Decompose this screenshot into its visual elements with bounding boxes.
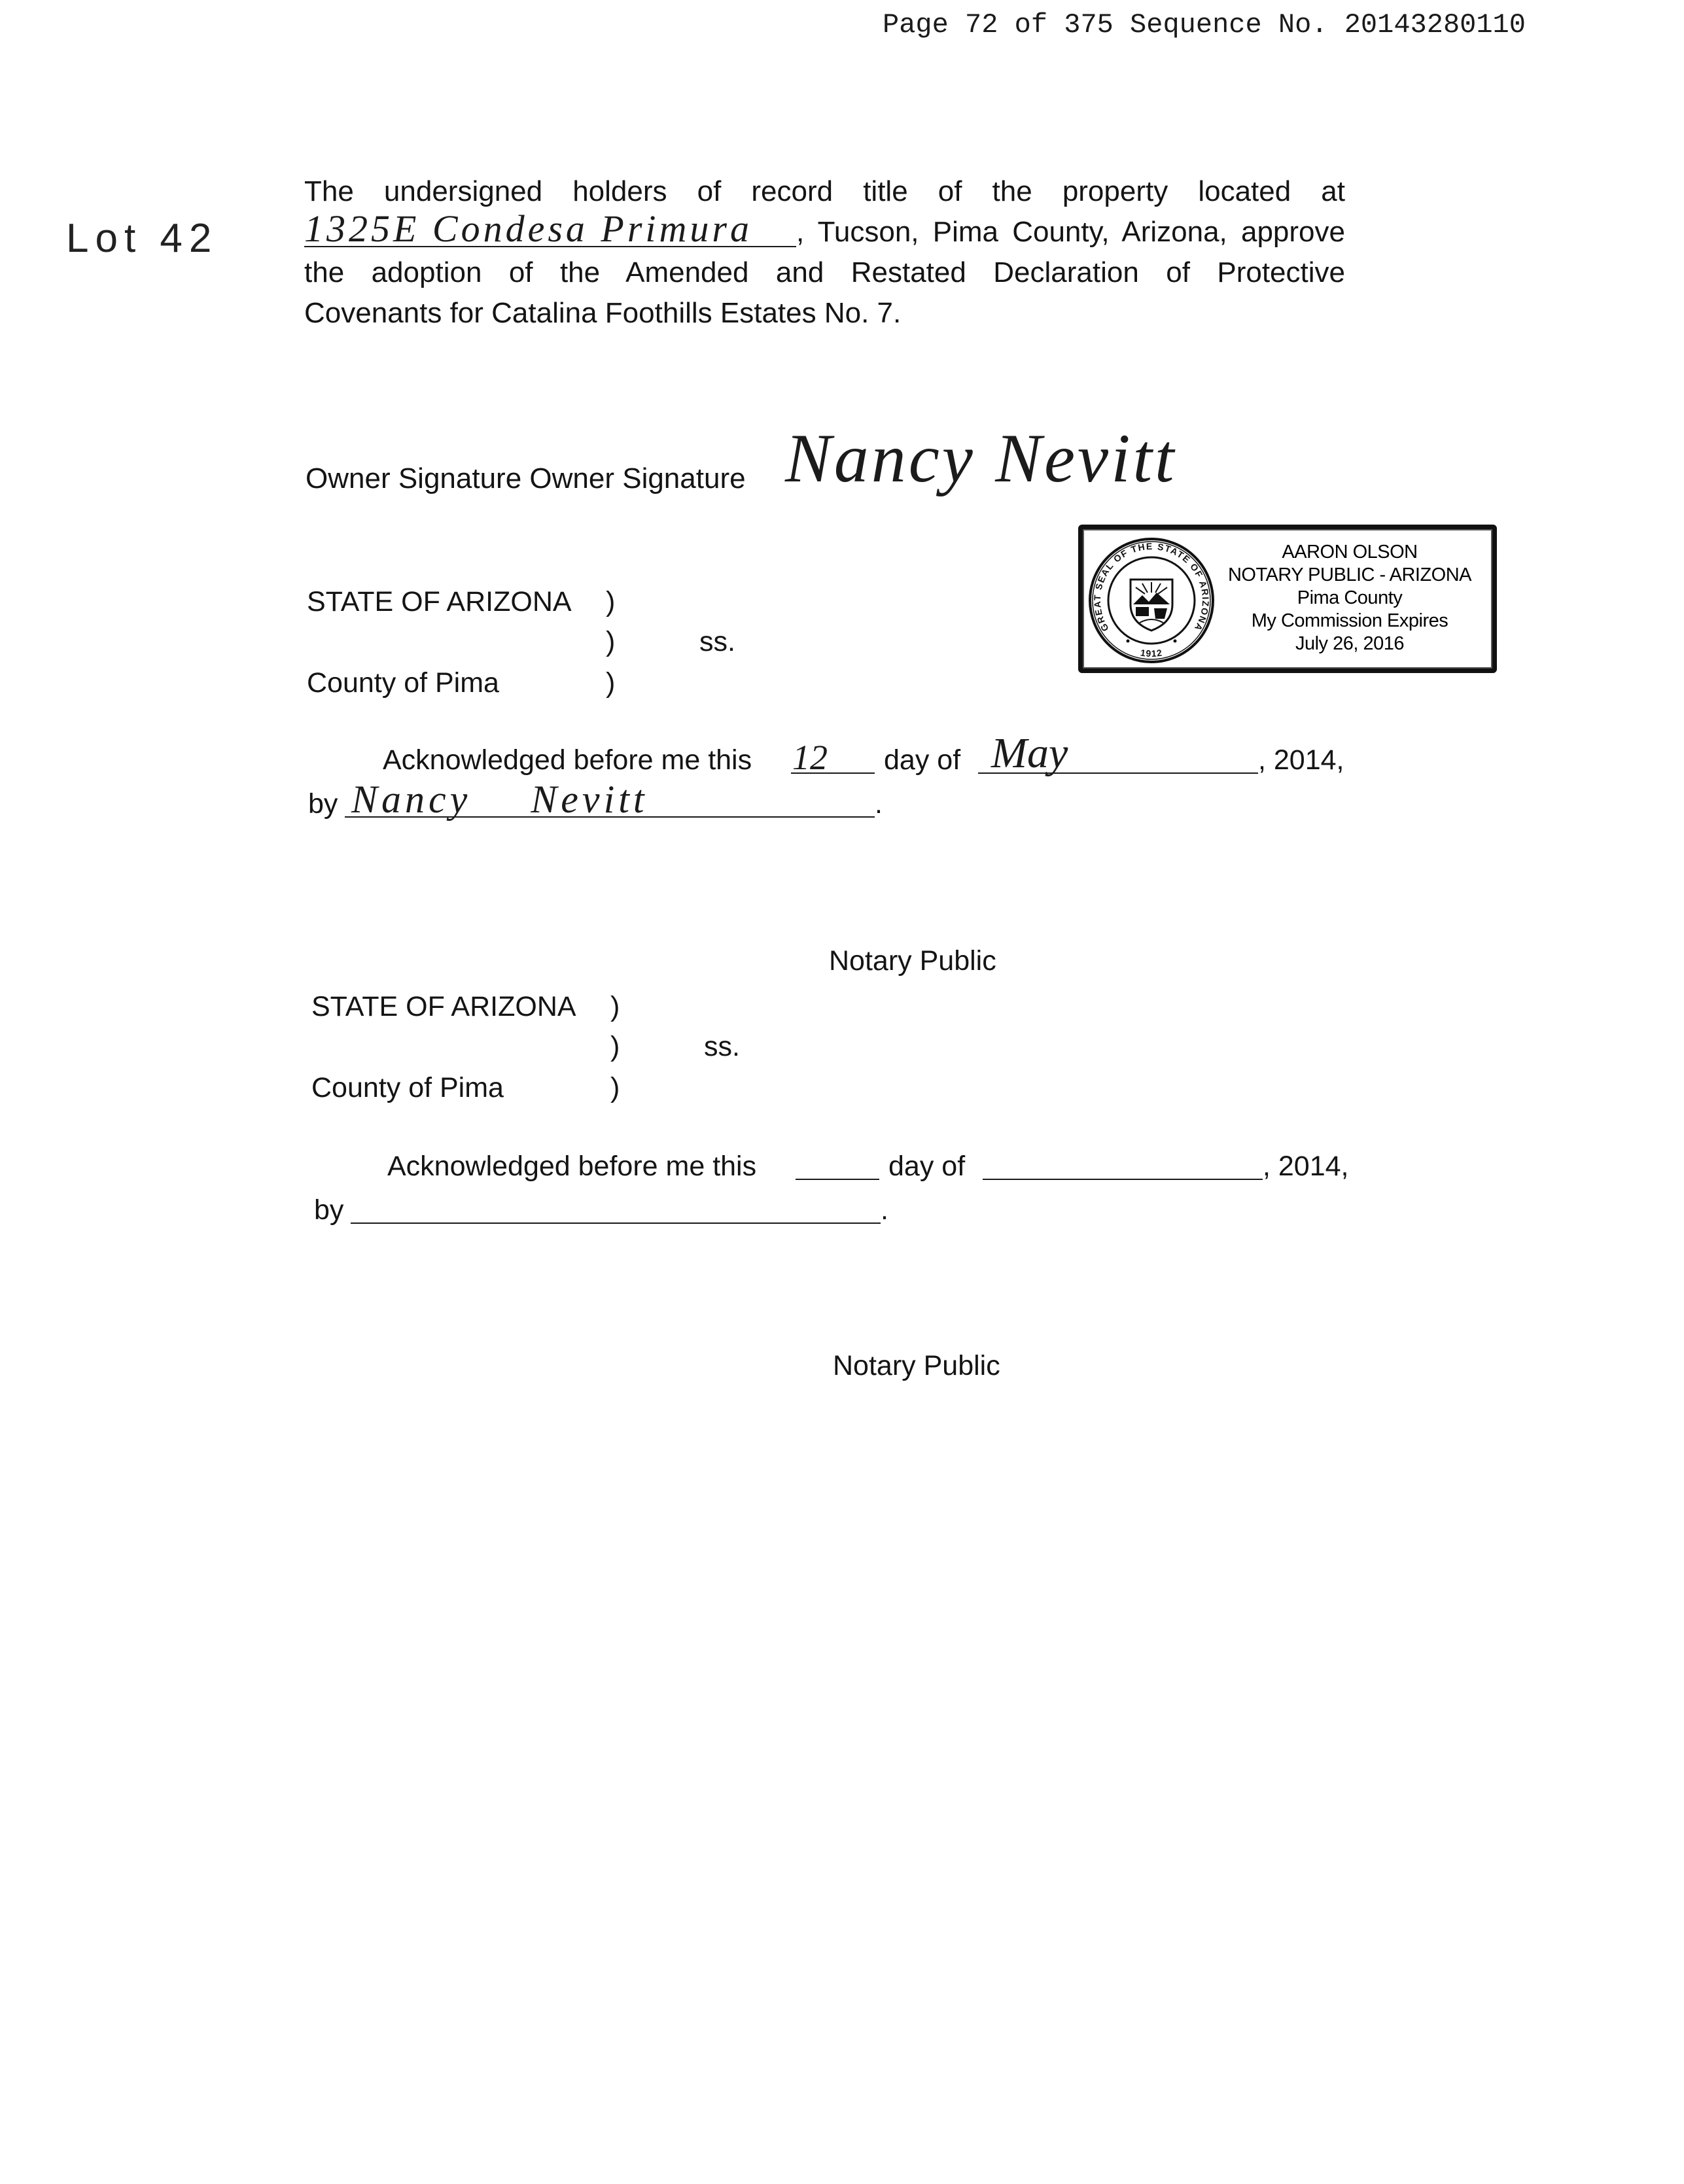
month-handwritten: May: [991, 729, 1068, 777]
venue-paren: ): [610, 1031, 620, 1062]
day-of-text: day of: [888, 1151, 966, 1182]
venue-county-row: [311, 1067, 769, 1108]
state-label: STATE OF ARIZONA: [311, 991, 576, 1022]
day-field: [796, 1146, 879, 1180]
seal-ring-text: GREAT SEAL OF THE STATE OF ARIZONA: [1091, 540, 1212, 634]
margin-note-lot-number: Lot 42: [66, 216, 219, 261]
notary-title: NOTARY PUBLIC - ARIZONA: [1227, 564, 1472, 585]
county-label: County of Pima: [311, 1072, 504, 1103]
notary-commission-label: My Commission Expires: [1251, 610, 1448, 631]
consent-line-1: The undersigned holders of record title of the property located at: [304, 175, 1345, 207]
notary-stamp-text: [1207, 541, 1492, 655]
venue-paren: ): [606, 626, 616, 657]
notary-county: Pima County: [1297, 587, 1403, 608]
venue-state-row: [311, 986, 769, 1027]
venue-county-row: [307, 663, 765, 703]
venue-paren: ): [606, 586, 616, 617]
owner-signature-label: Owner Signature Owner Signature: [306, 462, 746, 494]
consent-line-3: the adoption of the Amended and Restated Declaration of Protective: [304, 256, 1345, 288]
year-text: , 2014,: [1263, 1151, 1349, 1182]
consent-line-2: [304, 207, 1345, 252]
day-field: [791, 738, 875, 777]
recording-page-header: Page 72 of 375 Sequence No. 20143280110: [883, 9, 1526, 41]
consent-paragraph: [304, 171, 1345, 334]
venue-block-1: [307, 581, 765, 706]
acknowledged-by-line-2: [314, 1190, 1295, 1230]
by-label: by: [308, 788, 338, 820]
venue-ss: ss.: [704, 1031, 740, 1062]
signer-name-field: [345, 778, 875, 821]
by-label: by: [314, 1194, 344, 1226]
state-label: STATE OF ARIZONA: [307, 586, 572, 617]
seal-emblem: [1131, 580, 1172, 631]
seal-dot-right: [1174, 640, 1177, 643]
notary-public-label-1: Notary Public: [829, 945, 996, 977]
consent-line-4: Covenants for Catalina Foothills Estates No. 7.: [304, 297, 902, 329]
county-label: County of Pima: [307, 667, 499, 699]
seal-year-text: 1912: [1140, 647, 1163, 659]
signer-name-handwritten: Nancy Nevitt: [351, 778, 648, 821]
venue-paren: ): [610, 991, 620, 1022]
acknowledged-text: Acknowledged before me this: [383, 744, 752, 776]
seal-dot-left: [1127, 640, 1130, 643]
venue-ss: ss.: [699, 626, 735, 657]
month-field: [983, 1146, 1263, 1180]
notary-stamp: [1078, 525, 1497, 673]
venue-block-2: [311, 986, 769, 1111]
notary-commission-expiration: July 26, 2016: [1295, 633, 1404, 654]
period: .: [881, 1194, 888, 1226]
consent-line-2-text: , Tucson, Pima County, Arizona, approve: [796, 216, 1345, 248]
day-handwritten: 12: [792, 738, 828, 777]
svg-text:1912: [1140, 647, 1163, 659]
period: .: [875, 788, 883, 820]
property-address-handwritten: 1325E Condesa Primura: [304, 207, 752, 250]
day-of-text: day of: [884, 744, 961, 776]
month-field: [978, 729, 1258, 777]
property-address-field: [304, 207, 796, 250]
acknowledgment-line-1: [383, 729, 1364, 780]
venue-state-row: [307, 581, 765, 622]
acknowledged-by-line-1: [308, 778, 1289, 824]
venue-paren: ): [610, 1072, 620, 1103]
year-text: , 2014,: [1258, 744, 1344, 776]
owner-signature-handwritten: Nancy Nevitt: [785, 420, 1177, 496]
venue-ss-row: [307, 621, 765, 662]
notary-public-label-2: Notary Public: [833, 1350, 1000, 1381]
notary-name: AARON OLSON: [1282, 542, 1418, 563]
acknowledgment-line-2: [387, 1146, 1369, 1187]
venue-paren: ): [606, 667, 616, 699]
venue-ss-row: [311, 1026, 769, 1067]
acknowledged-text: Acknowledged before me this: [387, 1151, 757, 1182]
arizona-state-seal-icon: [1087, 536, 1216, 665]
signer-name-field: [351, 1190, 881, 1224]
